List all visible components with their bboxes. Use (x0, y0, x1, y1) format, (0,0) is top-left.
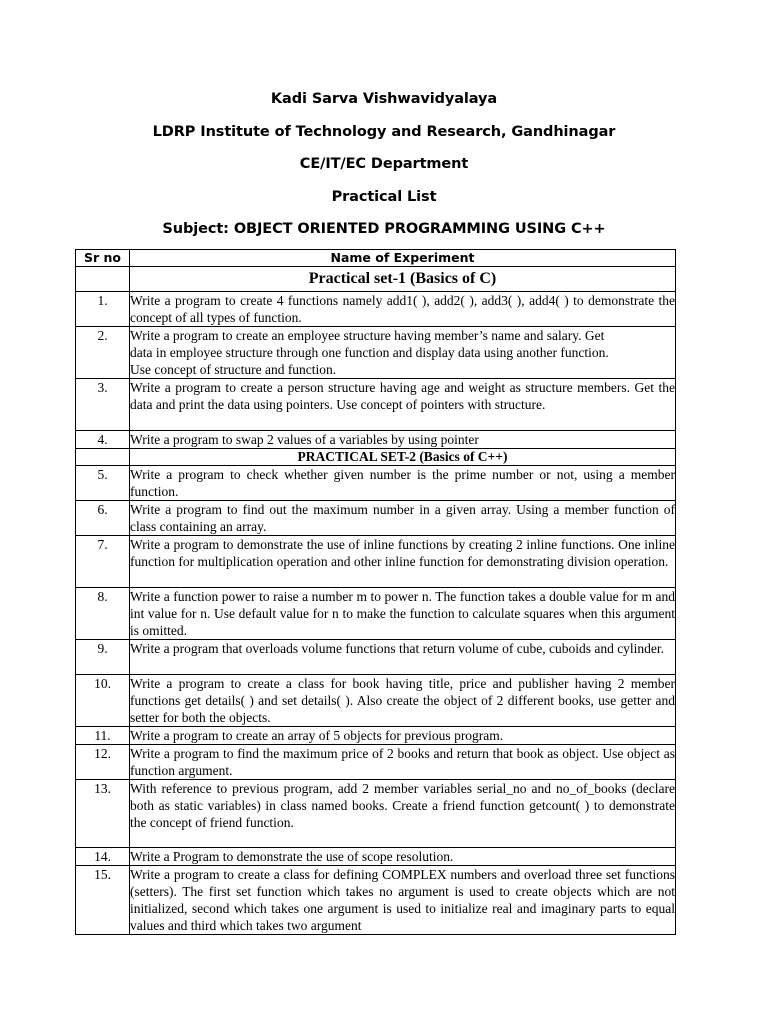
column-header-experiment: Name of Experiment (130, 250, 676, 267)
experiment-cell (130, 745, 676, 780)
institute-name: LDRP Institute of Technology and Research, Gandhinagar (152, 123, 616, 140)
section-sr-cell (76, 449, 130, 466)
experiment-text: Write a program to create a person structure having age and weight as structure members. Get the data and print the data using pointers. Use concept of pointers with structure. (130, 380, 675, 412)
sr-no-cell: 15. (76, 866, 130, 935)
experiment-text: Write a function power to raise a number m to power n. The function takes a double value for m and int value for n. Use default value for n to make the function to calculate squares when this argument is omitted. (130, 589, 675, 638)
sr-no-cell: 9. (76, 640, 130, 675)
sr-no-cell: 1. (76, 292, 130, 327)
table-row (76, 379, 676, 431)
table-header-row (76, 250, 676, 267)
table-row (76, 466, 676, 501)
table-row (76, 675, 676, 727)
sr-no-cell: 6. (76, 501, 130, 536)
table-row (76, 780, 676, 848)
experiment-text: Write a program to create a class for defining COMPLEX numbers and overload three set functions (setters). The first set function which takes no argument is used to create objects which are not initialized, second which takes one argument is used to initialize real and imaginary parts to equal values and third which takes two argument (130, 867, 675, 933)
table-row (76, 501, 676, 536)
sr-no-cell: 7. (76, 536, 130, 588)
university-name: Kadi Sarva Vishwavidyalaya (270, 91, 498, 107)
table-row (76, 327, 676, 379)
experiment-cell (130, 536, 676, 588)
table-row (76, 588, 676, 640)
sr-no-cell: 10. (76, 675, 130, 727)
experiment-cell (130, 292, 676, 327)
experiment-cell (130, 466, 676, 501)
table-row (76, 727, 676, 745)
experiment-cell (130, 640, 676, 675)
section-row-set-1 (76, 267, 676, 292)
experiment-text: Write a program to create an employee structure having member’s name and salary. Get data in employee structure through one function and display data using another function. Use concept of structure and function. (130, 328, 609, 377)
experiment-text: Write a program to check whether given number is the prime number or not, using a member function. (130, 467, 675, 499)
experiment-text: Write a program to create a class for book having title, price and publisher having 2 member functions get details( ) and set details( ). Also create the object of 2 different books, use getter and setter for both the objects. (130, 676, 675, 725)
document-title: Practical List (331, 188, 437, 205)
sr-no-cell: 2. (76, 327, 130, 379)
table-row (76, 292, 676, 327)
sr-no-cell: 11. (76, 727, 130, 745)
experiment-text: With reference to previous program, add 2 member variables serial_no and no_of_books (declare both as static variables) in class named books. Create a friend function getcount( ) to demonstrate the concept of friend function. (130, 781, 675, 830)
table-row (76, 431, 676, 449)
table-row (76, 848, 676, 866)
sr-no-cell: 3. (76, 379, 130, 431)
experiment-text: Write a Program to demonstrate the use of scope resolution. (130, 849, 454, 864)
experiment-text: Write a program to find out the maximum number in a given array. Using a member function of class containing an array. (130, 502, 675, 534)
table-row (76, 866, 676, 935)
section-sr-cell (76, 267, 130, 292)
experiment-text: Write a program to demonstrate the use of inline functions by creating 2 inline functions. One inline function for multiplication operation and other inline function for demonstrating division operation. (130, 537, 675, 569)
sr-no-cell: 14. (76, 848, 130, 866)
experiment-text: Write a program to create an array of 5 objects for previous program. (130, 728, 504, 743)
experiment-text: Write a program that overloads volume functions that return volume of cube, cuboids and cylinder. (130, 641, 665, 656)
experiment-cell (130, 727, 676, 745)
sr-no-cell: 12. (76, 745, 130, 780)
experiment-text: Write a program to find the maximum price of 2 books and return that book as object. Use object as function argument. (130, 746, 675, 778)
experiment-text: Write a program to swap 2 values of a variables by using pointer (130, 432, 479, 447)
experiment-cell (130, 431, 676, 449)
subject-title: Subject: OBJECT ORIENTED PROGRAMMING USING C++ (162, 221, 606, 237)
table-row (76, 745, 676, 780)
experiment-cell (130, 379, 676, 431)
column-header-sr-no: Sr no (76, 250, 130, 267)
experiment-text: Write a program to create 4 functions namely add1( ), add2( ), add3( ), add4( ) to demonstrate the concept of all types of function. (130, 293, 675, 325)
section-title-set-1: Practical set-1 (Basics of C) (130, 267, 676, 292)
table-row (76, 536, 676, 588)
section-row-set-2 (76, 449, 676, 466)
experiment-cell (130, 588, 676, 640)
sr-no-cell: 5. (76, 466, 130, 501)
experiment-cell (130, 848, 676, 866)
table-row (76, 640, 676, 675)
experiment-cell (130, 327, 676, 379)
sr-no-cell: 4. (76, 431, 130, 449)
section-title-set-2: PRACTICAL SET-2 (Basics of C++) (130, 449, 676, 466)
sr-no-cell: 13. (76, 780, 130, 848)
document-heading (0, 86, 768, 249)
experiment-cell (130, 501, 676, 536)
experiments-table (75, 249, 676, 935)
sr-no-cell: 8. (76, 588, 130, 640)
experiment-cell (130, 866, 676, 935)
experiment-cell (130, 780, 676, 848)
department-name: CE/IT/EC Department (299, 156, 469, 172)
experiment-cell (130, 675, 676, 727)
